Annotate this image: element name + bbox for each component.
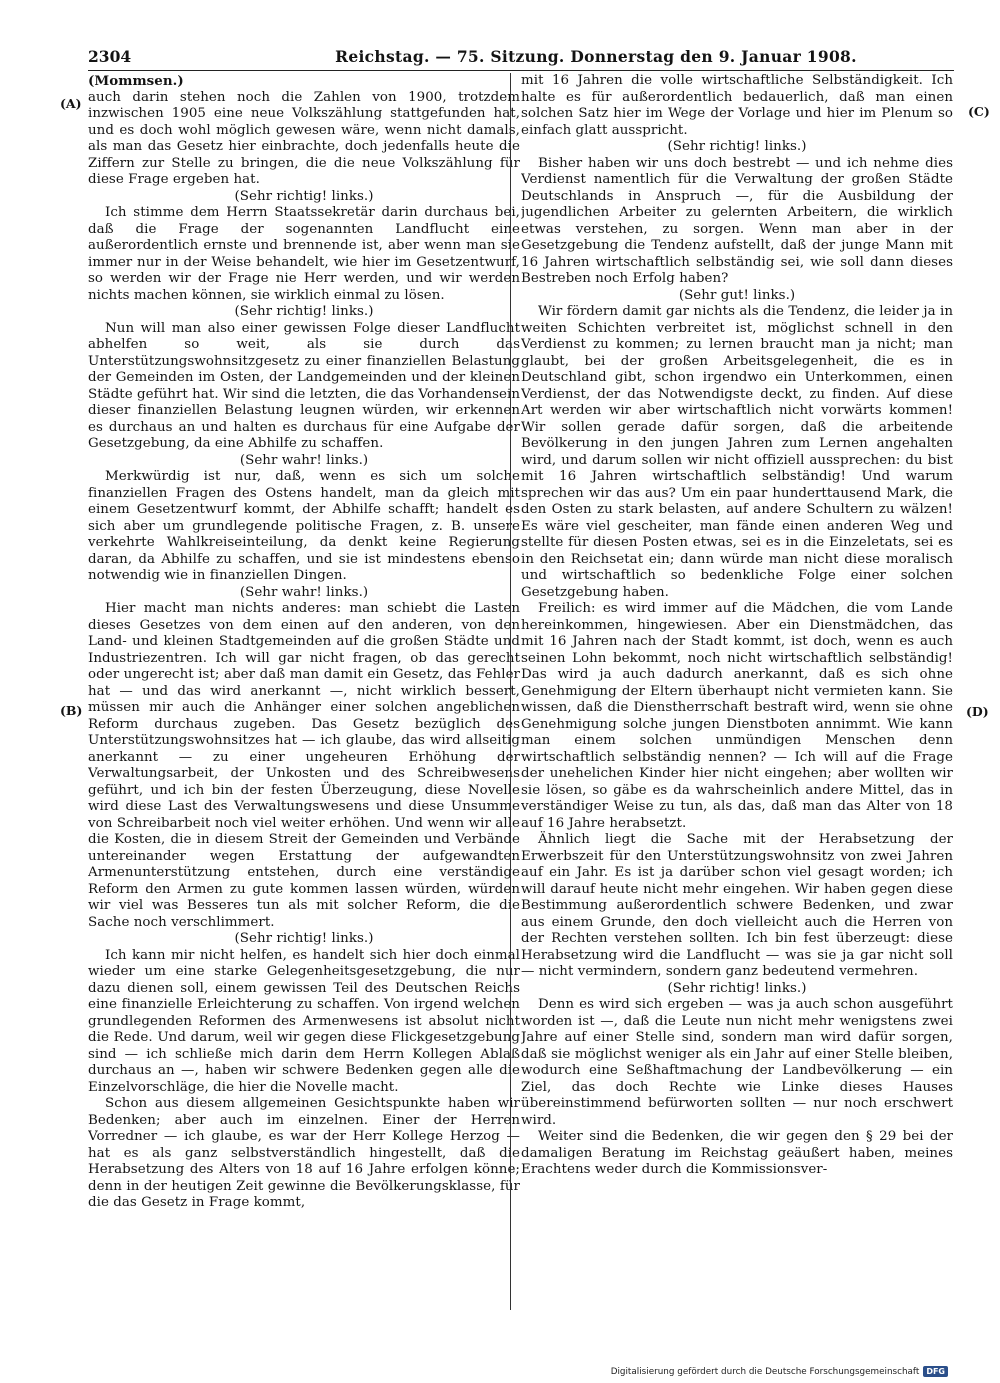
interjection: (Sehr richtig! links.) [234, 188, 374, 204]
interjection: (Sehr wahr! links.) [239, 452, 369, 468]
interjection: (Sehr richtig! links.) [667, 139, 807, 154]
page-number: 2304 [88, 47, 132, 66]
dfg-logo: DFG [923, 1366, 948, 1377]
margin-mark-a: (A) [60, 96, 82, 111]
margin-mark-d: (D) [966, 704, 989, 719]
paragraph: Bisher haben wir uns doch bestrebt — und ich nehme dies Verdienst namentlich für die Verwaltung der großen Städte Deutschlands in Anspruch —, für die Ausbildung der jugendlichen Arbeiter zu gelernten Arbeitern, die wirklich etwas verstehen, zu sorgen. Wenn man aber in der Gesetzgebung die Tendenz aufstellt, daß der junge Mann mit 16 Jahren wirtschaftlich selbständig sei, wie soll dann dieses Bestreben noch Erfolg haben? [521, 155, 953, 286]
interjection: (Sehr richtig! links.) [234, 304, 374, 319]
paragraph: Weiter sind die Bedenken, die wir gegen den § 29 bei der damaligen Beratung im Reichstag geäußert haben, meines Erachtens weder durch die Kommissionsver- [521, 1129, 953, 1177]
paragraph: Denn es wird sich ergeben — was ja auch schon ausgeführt worden ist —, daß die Leute nun nicht mehr wenigstens zwei Jahre auf einer Stelle sind, sondern man wird dafür sorgen, daß sie möglichst weniger als ein Jahr auf einer Stelle bleiben, wodurch eine Seßhaftmachung der Landbevölkerung — ein Ziel, das doch Rechte wie Linke dieses Hauses übereinstimmend befürworten sollten — nur noch erschwert wird. [521, 997, 953, 1128]
paragraph: Freilich: es wird immer auf die Mädchen, die vom Lande hereinkommen, hingewiesen. Aber ein Dienstmädchen, das mit 16 Jahren nach der Stadt kommt, ist doch, wenn es auch seinen Lohn bekommt, noch nicht wirtschaftlich selbständig! Das wird ja auch dadurch anerkannt, daß es sich ohne Genehmigung der Eltern überhaupt nicht vermieten kann. Sie wissen, daß die Dienstherrschaft bestraft wird, wenn sie ohne Genehmigung solche jungen Dienstboten annimmt. Wie kann man einem solchen unmündigen Menschen denn wirtschaftlich selbständig nennen? — Ich will auf die Frage der unehelichen Kinder hier nicht eingehen; aber wollten wir sie lösen, so gäbe es da wahrscheinlich andere Mittel, das in verständiger Weise zu tun, als das, daß man das Alter von 18 auf 16 Jahre herabsetzt. [521, 601, 953, 831]
paragraph: Ich stimme dem Herrn Staatssekretär darin durchaus bei, daß die Frage der sogenannten Landflucht eine außerordentlich ernste und brennende ist, aber wenn man sie immer nur in der Weise behandelt, wie hier im Gesetzentwurf, so werden wir der Frage nie Herr werden, und wir werden nichts machen können, sie wirklich einmal zu lösen. [88, 205, 520, 303]
running-header [88, 44, 954, 71]
right-text-column [521, 73, 953, 1313]
paragraph: Ich kann mir nicht helfen, es handelt sich hier doch einmal wieder um eine starke Gelegenheitsgesetzgebung, die nur dazu dienen soll, einem gewissen Teil des Deutschen Reichs eine finanzielle Erleichterung zu schaffen. Von irgend welchen grundlegenden Reformen des Armenwesens ist absolut nicht die Rede. Und darum, weil wir gegen diese Flickgesetzgebung sind — ich schließe mich darin dem Herrn Kollegen Ablaß durchaus an —, haben wir schwere Bedenken gegen alle die Einzelvorschläge, die hier die Novelle macht. [88, 947, 520, 1095]
left-text-column [88, 73, 520, 1313]
paragraph: Nun will man also einer gewissen Folge dieser Landflucht abhelfen so weit, als sie durch das Unterstützungswohnsitzgesetz zu einer finanziellen Belastung der Gemeinden im Osten, der Landgemeinden und der kleinen Städte geführt hat. Wir sind die letzten, die das Vorhandensein dieser finanziellen Belastung leugnen würden, wir erkennen es durchaus an und halten es durchaus für eine Aufgabe der Gesetzgebung, da eine Abhilfe zu schaffen. [88, 320, 520, 451]
paragraph: Ähnlich liegt die Sache mit der Herabsetzung der Erwerbszeit für den Unterstützungswohnsitz von zwei Jahren auf ein Jahr. Es ist ja darüber schon viel gesagt worden; ich will darauf heute nicht mehr eingehen. Wir haben gegen diese Bestimmung außerordentlich schwere Bedenken, und zwar aus einem Grunde, den doch vielleicht auch die Herren von der Rechten verstehen sollten. Ich bin fest überzeugt: diese Herabsetzung wird die Landflucht — was sie ja gar nicht soll — nicht vermindern, sondern ganz bedeutend vermehren. [521, 832, 953, 979]
paragraph: Wir fördern damit gar nichts als die Tendenz, die leider ja in weiten Schichten verbreitet ist, möglichst schnell in den Verdienst zu kommen; zu lernen braucht man ja nicht; man glaubt, bei der großen Arbeitsgelegenheit, die es in Deutschland gibt, schon irgendwo ein Unterkommen, einen Verdienst, der das Notwendigste deckt, zu finden. Auf diese Art werden wir aber wirtschaftlich nicht vorwärts kommen! Wir sollen gerade dafür sorgen, daß die arbeitende Bevölkerung in den jungen Jahren zum Lernen angehalten wird, und darum sollen wir nicht offiziell aussprechen: du bist mit 16 Jahren wirtschaftlich selbständig! Und warum sprechen wir das aus? Um ein paar hunderttausend Mark, die den Osten zu stark belasten, auf andere Schultern zu wälzen! Es wäre viel gescheiter, man fände einen anderen Weg und stellte für diesen Posten etwas, sei es in die Einzeletats, sei es in den Reichsetat ein; dann würde man nicht diese moralisch und wirtschaftlich so bedenkliche Folge einer solchen Gesetzgebung haben. [521, 304, 953, 600]
paragraph: Schon aus diesem allgemeinen Gesichtspunkte haben wir Bedenken; aber auch im einzelnen. Einer der Herren Vorredner — ich glaube, es war der Herr Kollege Herzog — hat es als ganz selbstverständlich hingestellt, daß die Herabsetzung des Alters von 18 auf 16 Jahre erfolgen könne; denn in der heutigen Zeit gewinne die Bevölkerungsklasse, für die das Gesetz in Frage kommt, [88, 1096, 520, 1210]
column-divider [510, 73, 511, 1310]
interjection: (Sehr wahr! links.) [239, 584, 369, 600]
interjection: (Sehr richtig! links.) [667, 980, 807, 996]
paragraph-continued: auch darin stehen noch die Zahlen von 1900, trotzdem inzwischen 1905 eine neue Volkszählung stattgefunden hat, und es doch wohl möglich gewesen wäre, wenn nicht damals, als man das Gesetz hier einbrachte, doch jedenfalls heute die Ziffern zur Stelle zu bringen, die die neue Volkszählung für diese Frage ergeben hat. [88, 89, 520, 187]
paragraph: Hier macht man nichts anderes: man schiebt die Lasten dieses Gesetzes von dem einen auf den anderen, von den Land- und kleinen Stadtgemeinden auf die großen Städte und Industriezentren. Ich will gar nicht fragen, ob das gerecht oder ungerecht ist; aber daß man damit ein Gesetz, das Fehler hat — und das wird anerkannt —, nicht wirklich bessert, müssen mir auch die Anhänger einer solchen angeblichen Reform durchaus zugeben. Das Gesetz bezüglich des Unterstützungswohnsitzes hat — ich glaube, das wird allseitig anerkannt — zu einer ungeheuren Erhöhung der Verwaltungsarbeit, der Unkosten und des Schreibwesens geführt, und ich bin der festen Überzeugung, diese Novelle wird diese Last des Verwaltungswesens und diese Unsumme von Schreibarbeit noch viel weiter erhöhen. Und wenn wir alle die Kosten, die in diesem Streit der Gemeinden und Verbände untereinander wegen Erstattung der aufgewandten Armenunterstützung entstehen, durch eine verständige Reform den Armen zu gute kommen lassen würden, würden wir viel was Besseres tun als mit solcher Reform, die die Sache noch verschlimmert. [88, 601, 520, 930]
footer-credit-text: Digitalisierung gefördert durch die Deutsche Forschungsgemeinschaft [610, 1366, 920, 1377]
running-title: Reichstag. — 75. Sitzung. Donnerstag den 9. Januar 1908. [335, 47, 857, 66]
speaker-name: (Mommsen.) [88, 73, 184, 89]
interjection: (Sehr gut! links.) [678, 287, 796, 303]
interjection: (Sehr richtig! links.) [234, 931, 374, 946]
margin-mark-c: (C) [968, 104, 990, 119]
footer-credit [611, 1366, 948, 1377]
paragraph-continued: mit 16 Jahren die volle wirtschaftliche Selbständigkeit. Ich halte es für außerordentlich bedauerlich, daß man einen solchen Satz hier im Wege der Vorlage und hier im Plenum so einfach glatt ausspricht. [521, 73, 953, 138]
margin-mark-b: (B) [60, 703, 83, 718]
paragraph: Merkwürdig ist nur, daß, wenn es sich um solche finanziellen Fragen des Ostens handelt, man da gleich mit einem Gesetzentwurf kommt, der Abhilfe schafft; handelt es sich aber um grundlegende politische Fragen, z. B. unsere verkehrte Wahlkreiseinteilung, da denkt keine Regierung daran, da Abhilfe zu schaffen, und sie ist mindestens ebenso notwendig wie in finanziellen Dingen. [88, 469, 520, 583]
